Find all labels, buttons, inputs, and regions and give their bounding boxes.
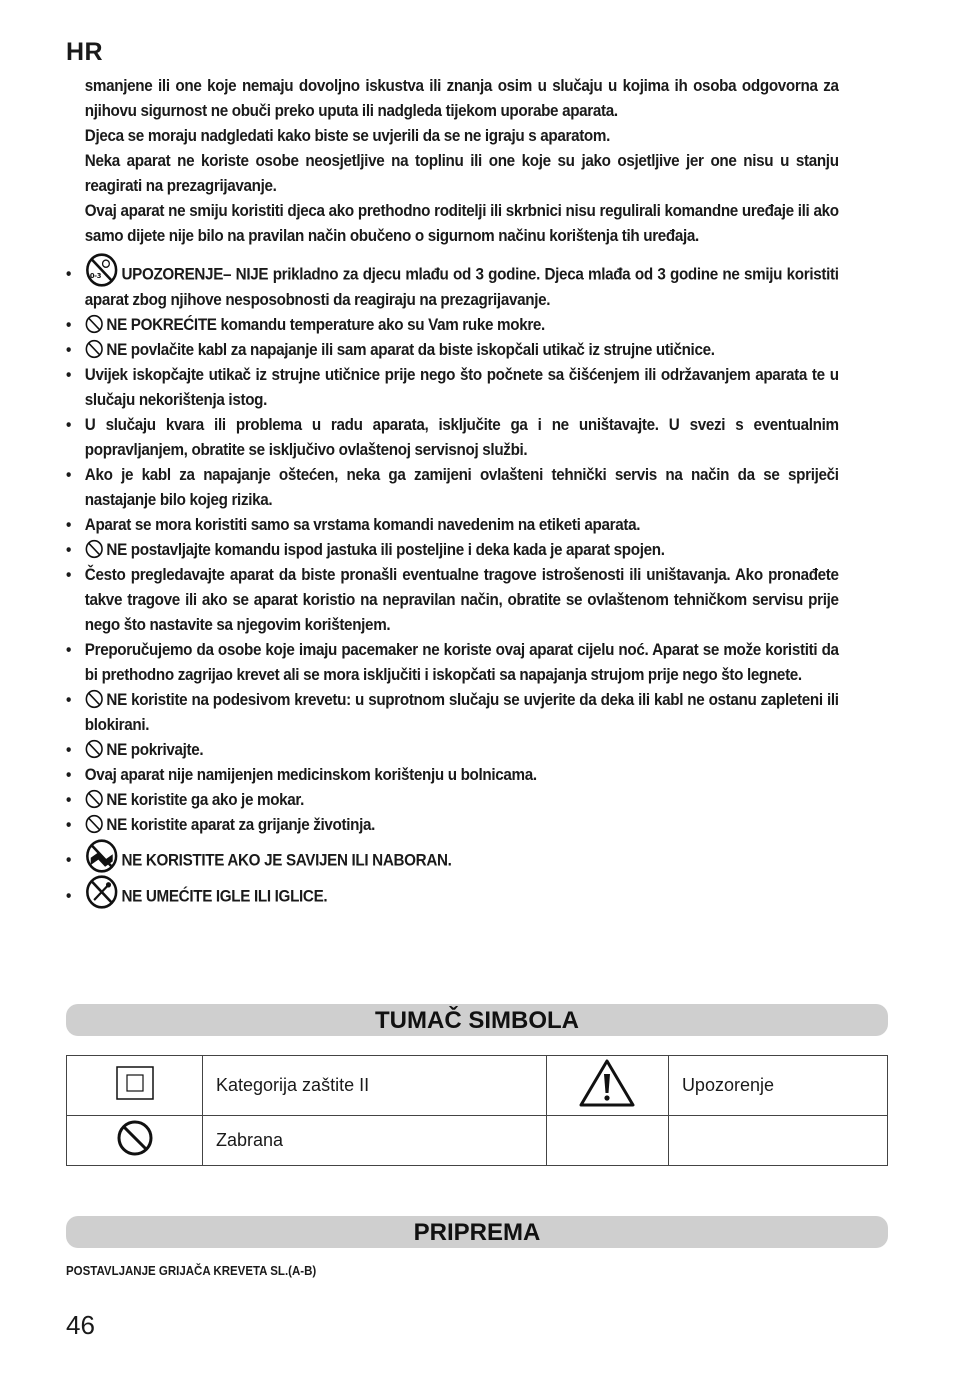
list-item-text: UPOZORENJE– NIJE prikladno za djecu mlađu od 3 godine. Djeca mlađa od 3 godine ne smiju koristiti aparat zbog njihove nesposobnosti da reagiraju na prezagrijavanje. [84,265,839,309]
intro-paragraph: Djeca se moraju nadgledati kako biste se uvjerili da se ne igraju s aparatom. [84,127,611,145]
list-item-text: Uvijek iskopčajte utikač iz strujne utičnice prije nego što počnete sa čišćenjem ili održavanjem aparata te u slučaju nekorištenja istog. [84,366,839,409]
intro-paragraph: Neka aparat ne koriste osobe neosjetljive na toplinu ili one koje su jako osjetljive jer one nisu u stanju reagirati na prezagrijavanje. [84,152,839,195]
list-item [66,763,839,788]
list-item-text: NE pokrivajte. [106,741,204,759]
list-item [66,413,839,463]
no-children-0-3-icon [85,252,119,288]
table-cell [668,1116,887,1166]
list-item-text: Ovaj aparat nije namijenjen medicinskom korištenju u bolnicama. [84,766,537,784]
list-item [66,262,839,313]
svg-text:0-3: • 0-3 [89,271,102,281]
list-item [66,638,839,688]
table-row [67,1056,888,1116]
list-item-text: Često pregledavajte aparat da biste pronašli eventualne tragove istrošenosti ili uništavanja. Ako pronađete takve tragove ili ako se aparat koristio na nepravilan način, obratite se ovlaštenom tehničkom servisu prije nego što nastavite sa njegovim korištenjem. [84,566,839,634]
list-item [66,338,839,363]
symbols-table [66,1055,888,1166]
table-row [67,1116,888,1166]
list-item-text: Ako je kabl za napajanje oštećen, neka ga zamijeni ovlašteni tehnički servis na način da se spriječi nastajanje bilo kojeg rizika. [84,466,839,509]
list-item [66,563,839,638]
prohibition-icon [85,539,104,559]
list-item [66,313,839,338]
prohibition-icon [85,789,104,809]
intro-paragraph: smanjene ili one koje nemaju dovoljno iskustva ili znanja osim u slučaju u kojima ih osoba odgovorna za njihovu sigurnost ne obuči preko uputa ili nadgleda tijekom uporabe aparata. [84,77,839,120]
list-item [66,884,839,910]
list-item [66,738,839,763]
list-item-text: NE POKREĆITE komandu temperature ako su Vam ruke mokre. [106,316,545,334]
list-item-text: NE koristite aparat za grijanje životinja. [106,816,376,834]
intro-paragraph: Ovaj aparat ne smiju koristiti djeca ako prethodno roditelji ili skrbnici nisu regulirali komandne uređaje ili ako samo dijete nije bilo na pravilan način obučeno o sigurnom načinu korištenja tih uređaja. [84,202,839,245]
list-item-text: NE postavljajte komandu ispod jastuka ili posteljine i deka kada je aparat spojen. [106,541,665,559]
table-cell [67,1056,203,1116]
prohibition-icon [85,814,104,834]
list-item-text: NE koristite ga ako je mokar. [106,791,305,809]
table-cell: Zabrana [203,1116,547,1166]
section-title-symbols: TUMAČ SIMBOLA [66,1004,888,1036]
prohibition-icon [85,739,104,759]
list-item-text: Aparat se mora koristiti samo sa vrstama komandi navedenim na etiketi aparata. [84,516,641,534]
list-item-text: NE koristite na podesivom krevetu: u suprotnom slučaju se uvjerite da deka ili kabl ne ostanu zapleteni ili blokirani. [84,691,839,734]
prohibition-icon [85,689,104,709]
list-item-text: U slučaju kvara ili problema u radu aparata, isključite ga i ne uništavajte. U svezi s eventualnim popravljanjem, obratite se isključivo ovlaštenoj servisnoj službi. [84,416,839,459]
table-cell: Kategorija zaštite II [203,1056,547,1116]
table-cell [67,1116,203,1166]
safety-text [66,74,839,910]
list-item-text: NE povlačite kabl za napajanje ili sam aparat da biste iskopčali utikač iz strujne utičnice. [106,341,715,359]
list-item [66,463,839,513]
list-item [66,813,839,838]
list-item-text: NE UMEĆITE IGLE ILI IGLICE. [121,887,328,906]
page-number: 46 [66,1310,95,1340]
warning-triangle-icon [578,1058,636,1108]
list-item [66,688,839,738]
list-item [66,538,839,563]
list-item [66,848,839,874]
table-cell: Upozorenje [668,1056,887,1116]
no-pins-icon [85,874,119,910]
list-item [66,363,839,413]
safety-list [66,262,839,910]
table-cell [546,1116,668,1166]
language-code: HR [66,38,104,66]
list-item-text: Preporučujemo da osobe koje imaju pacemaker ne koriste ovaj aparat cijelu noć. Aparat se može koristiti da bi prethodno zagrijao krevet ali se mora isključiti i iskopčati sa napajanja strujom prije nego što legnete. [84,641,839,684]
class-ii-icon [116,1066,154,1100]
list-item-text: NE KORISTITE AKO JE SAVIJEN ILI NABORAN. [121,851,452,870]
table-cell [546,1056,668,1116]
prohibition-icon [85,314,104,334]
list-item [66,513,839,538]
prohibition-icon [85,339,104,359]
list-item [66,788,839,813]
section-subtitle: POSTAVLJANJE GRIJAČA KREVETA SL.(A-B) [66,1264,317,1278]
prohibition-icon [116,1119,154,1157]
no-folding-icon [85,838,119,874]
section-title-preparation: PRIPREMA [66,1216,888,1248]
